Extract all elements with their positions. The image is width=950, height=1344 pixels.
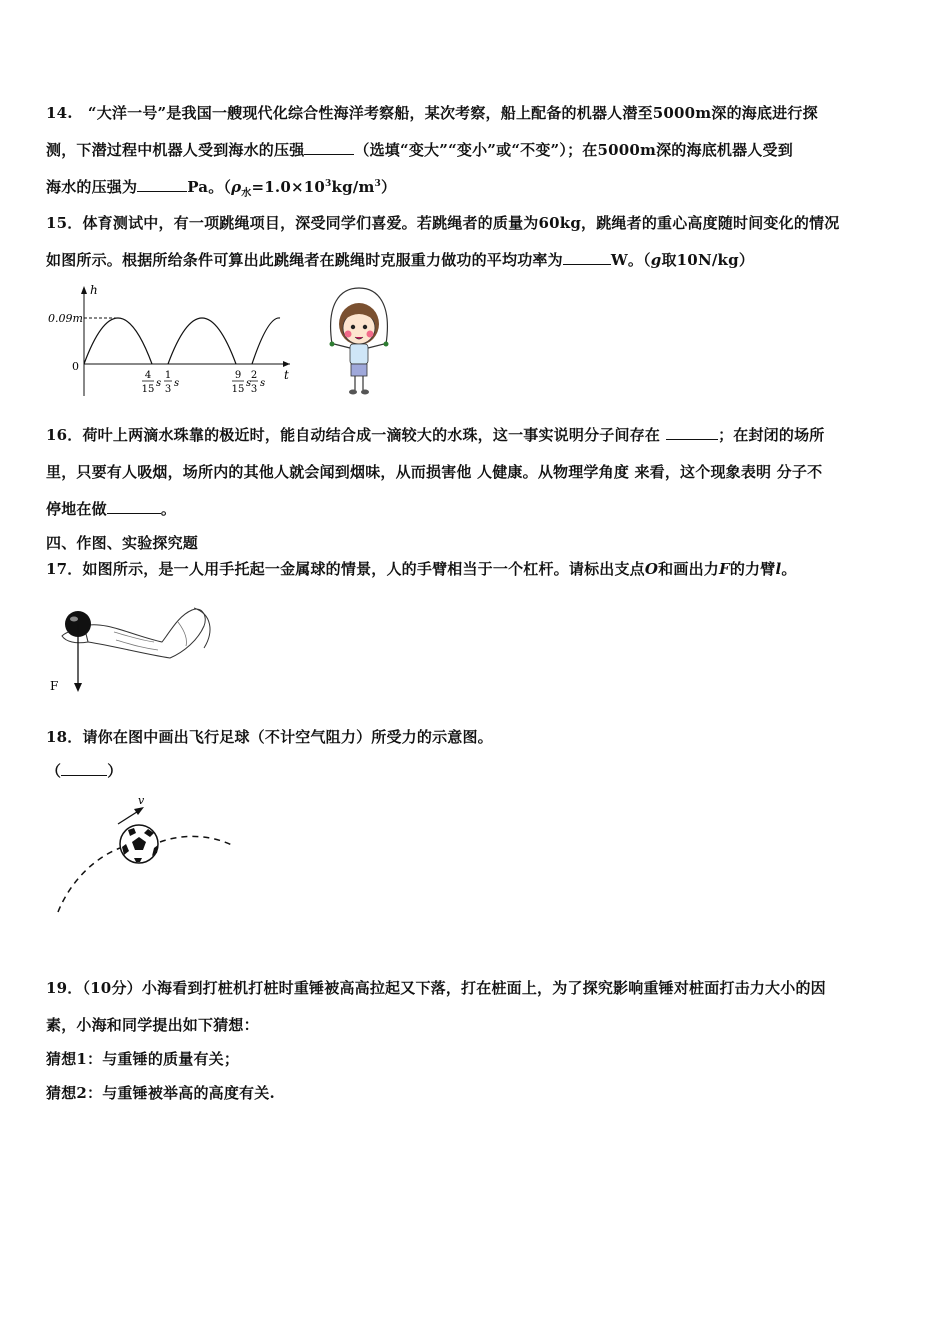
tick-2-3: [250, 370, 265, 395]
q16-line-3: [46, 498, 176, 519]
rho-subscript: 水: [241, 188, 252, 199]
tick-2-3-den: 3: [250, 384, 258, 395]
jump-curve-1: [84, 318, 152, 364]
tick-9-15: [232, 370, 252, 395]
left-handle: [330, 342, 335, 347]
q17-text-1b: 和画出力: [658, 560, 719, 578]
football-trajectory-figure: [50, 792, 240, 916]
q15-line-1: 15．体育测试中，有一项跳绳项目，深受同学们喜爱。若跳绳者的质量为60kg，跳绳者的重心高度随时间变化的情况: [46, 214, 840, 232]
q14-line-1: 14. “大洋一号”是我国一艘现代化综合性海洋考察船，某次考察，船上配备的机器人潜至5000m深的海底进行探: [46, 104, 818, 122]
q17-text-1d: 。: [781, 560, 797, 578]
q14-text-2a: 测，下潜过程中机器人受到海水的压强: [46, 141, 305, 159]
right-shoe: [361, 390, 369, 395]
q16-text-1b: ；在封闭的场所: [718, 426, 825, 444]
q17-text-1c: 的力臂: [729, 560, 776, 578]
trajectory-before: [58, 848, 120, 912]
q16-text-1a: 16．荷叶上两滴水珠靠的极近时，能自动结合成一滴较大的水珠，这一事实说明分子间存在: [46, 426, 661, 444]
left-shoe: [349, 390, 357, 395]
tick-4-15-num: 4: [144, 370, 152, 381]
force-F: F: [718, 560, 730, 578]
tick-1-3-unit: s: [174, 378, 180, 389]
q14-text-3b: Pa。（: [187, 178, 232, 196]
q18-line-1: 18．请你在图中画出飞行足球（不计空气阻力）所受力的示意图。: [46, 728, 493, 746]
velocity-label: v: [138, 794, 145, 807]
forearm-and-upper-arm: [84, 609, 205, 658]
tick-9-15-num: 9: [234, 370, 242, 381]
tick-4-15: [142, 370, 162, 395]
q14-text-3a: 海水的压强为: [46, 178, 138, 196]
g-symbol: g: [650, 251, 662, 269]
q15-text-2b: W。（: [610, 251, 651, 269]
q15-line-2: [46, 249, 754, 270]
left-eye: [351, 325, 355, 329]
right-handle: [384, 342, 389, 347]
q16-line-1: [46, 424, 824, 445]
q14-text-3e: ）: [381, 178, 397, 196]
q17-text-1a: 17．如图所示，是一人用手托起一金属球的情景，人的手臂相当于一个杠杆。请标出支点: [46, 560, 645, 578]
right-cheek: [367, 331, 374, 338]
point-O: O: [644, 560, 659, 578]
tick-9-15-unit: s: [246, 378, 252, 389]
right-eye: [363, 325, 367, 329]
q18-paren-open: （: [46, 762, 62, 780]
arm-l: l: [775, 560, 782, 578]
shorts: [351, 364, 367, 376]
tick-9-15-den: 15: [231, 384, 245, 395]
q16-text-3b: 。: [160, 500, 177, 518]
tick-4-15-unit: s: [156, 378, 162, 389]
q17-line-1: [46, 558, 797, 579]
q14-text-3c: =1.0×10: [251, 178, 326, 196]
jump-rope-girl-illustration: [320, 284, 398, 400]
section-heading: 四、作图、实验探究题: [46, 534, 199, 552]
height-time-graph: [44, 282, 294, 400]
arm-holding-ball-figure: [44, 602, 214, 694]
jump-curve-3: [252, 318, 280, 364]
left-cheek: [345, 331, 352, 338]
q15-text-2c: 取10N/kg）: [661, 251, 755, 269]
shirt: [350, 344, 368, 364]
q14-line-3: [46, 176, 396, 199]
q14-text-3d: kg/m: [331, 178, 375, 196]
force-arrow: [74, 683, 82, 692]
q15-blank[interactable]: [563, 250, 611, 265]
rho-symbol: ρ: [231, 178, 242, 196]
q16-blank-1[interactable]: [666, 425, 718, 440]
trajectory-after: [160, 836, 234, 846]
tick-1-3: [164, 370, 179, 395]
h-axis-label: h: [90, 283, 98, 297]
q14-text-2b: （选填“变大”“变小”或“不变”）；在5000m深的海底机器人受到: [354, 141, 793, 159]
t-axis-arrow: [283, 361, 290, 367]
right-arm: [368, 344, 384, 348]
left-arm: [334, 344, 350, 348]
q14-line-2: [46, 139, 793, 160]
origin-label: 0: [72, 360, 79, 373]
q15-text-2a: 如图所示。根据所给条件可算出此跳绳者在跳绳时克服重力做功的平均功率为: [46, 251, 563, 269]
tick-1-3-den: 3: [164, 384, 172, 395]
tick-2-3-num: 2: [250, 370, 258, 381]
q18-line-2: [46, 760, 122, 781]
tick-1-3-num: 1: [164, 370, 172, 381]
q18-paren-close: ）: [107, 762, 123, 780]
ball-highlight: [70, 617, 78, 622]
guess-1: 猜想1：与重锤的质量有关；: [46, 1050, 240, 1068]
h-axis-arrow: [81, 286, 87, 294]
q16-text-3a: 停地在做: [46, 500, 107, 518]
q16-blank-2[interactable]: [107, 499, 161, 514]
q19-line-1: 19．（10分）小海看到打桩机打桩时重锤被高高拉起又下落，打在桩面上，为了探究影响重锤对桩面打击力大小的因: [46, 979, 826, 997]
exp-sup: 3: [325, 179, 332, 189]
guess-2: 猜想2：与重锤被举高的高度有关.: [46, 1084, 275, 1102]
q18-blank[interactable]: [61, 761, 107, 776]
max-height-label: 0.09m: [48, 312, 83, 325]
force-label: F: [50, 679, 59, 693]
q16-line-2: 里，只要有人吸烟，场所内的其他人就会闻到烟味，从而损害他 人健康。从物理学角度 来看，这个现象表明 分子不: [46, 463, 823, 481]
q19-line-2: 素，小海和同学提出如下猜想：: [46, 1016, 259, 1034]
t-axis-label: t: [284, 368, 289, 382]
q14-blank-1[interactable]: [304, 140, 354, 155]
tick-2-3-unit: s: [260, 378, 266, 389]
unit-sup: 3: [374, 179, 381, 189]
q14-blank-2[interactable]: [137, 177, 187, 192]
velocity-arrow: [134, 807, 144, 815]
jump-curve-2: [168, 318, 236, 364]
tick-4-15-den: 15: [141, 384, 155, 395]
